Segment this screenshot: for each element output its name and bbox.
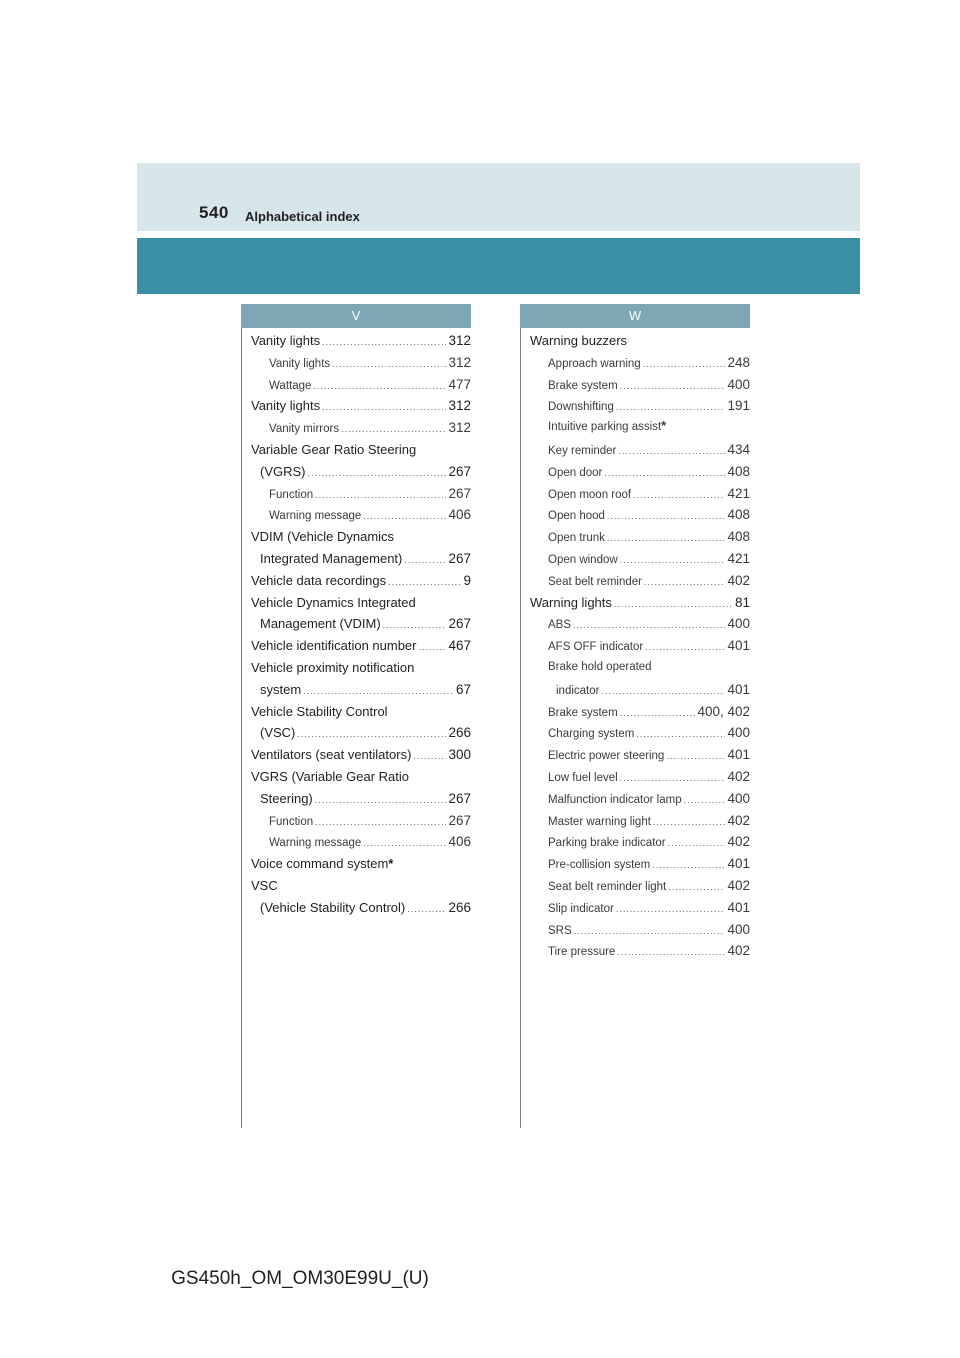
index-entry — [530, 570, 750, 592]
dot-leader — [604, 463, 725, 485]
index-column-v — [241, 304, 471, 919]
index-entry-label: Approach warning — [548, 357, 641, 370]
dot-leader — [573, 615, 725, 637]
page-reference-link[interactable]: 402 — [727, 768, 750, 784]
index-entry-label: Vanity lights — [269, 357, 331, 370]
index-entry-label: Vehicle Dynamics Integrated — [251, 594, 416, 610]
index-entry — [251, 461, 471, 483]
index-entry: Voice command system * — [251, 853, 471, 875]
page-reference-link[interactable]: 9 — [463, 572, 471, 588]
section-title: Alphabetical index — [245, 209, 360, 224]
dot-leader — [614, 594, 733, 616]
index-entry-label: indicator — [556, 684, 600, 697]
index-entry-label: Open door — [548, 466, 603, 479]
index-column-w — [520, 304, 750, 962]
page-reference-link[interactable]: 400 — [727, 790, 750, 806]
dot-leader — [313, 376, 446, 398]
dot-leader — [617, 942, 725, 964]
index-entry-label: (VSC) — [260, 725, 296, 741]
page-reference-link[interactable]: 421 — [727, 485, 750, 501]
index-entry — [530, 635, 750, 657]
page-reference-link[interactable]: 406 — [448, 507, 471, 523]
index-entry — [530, 679, 750, 701]
index-entry-label: Brake system — [548, 706, 618, 719]
page-reference-link[interactable]: 421 — [727, 550, 750, 566]
letter-heading: V — [241, 304, 471, 328]
dot-leader — [668, 877, 725, 899]
index-entry — [530, 395, 750, 417]
index-entry — [251, 679, 471, 701]
page-reference-link[interactable]: 267 — [448, 463, 471, 479]
index-entry-label: Downshifting — [548, 401, 614, 414]
index-entry-label: Open window — [548, 553, 618, 566]
dot-leader — [652, 855, 725, 877]
index-entry-label: Open trunk — [548, 532, 605, 545]
index-entry-label: Seat belt reminder — [548, 575, 642, 588]
index-entry-label: Voice command system — [251, 856, 389, 872]
page-reference-link[interactable]: 312 — [448, 333, 471, 348]
page-reference-link[interactable]: 400 — [727, 616, 750, 632]
dot-leader — [620, 376, 726, 398]
index-entry — [251, 548, 471, 570]
dot-leader — [607, 506, 726, 528]
index-entry — [530, 657, 750, 679]
index-entry-label: VSC — [251, 877, 278, 893]
page-reference-link[interactable]: 312 — [448, 398, 471, 414]
page-reference-link[interactable]: 191 — [727, 398, 750, 414]
page-reference-link[interactable]: 400 — [727, 376, 750, 392]
dot-leader — [315, 790, 447, 812]
index-entry-label: Open hood — [548, 510, 605, 523]
index-entry — [251, 810, 471, 832]
index-entry — [530, 766, 750, 788]
page-reference-link[interactable]: 248 — [727, 354, 750, 370]
index-entry-label: Vehicle Stability Control — [251, 703, 388, 719]
dot-leader — [643, 354, 726, 376]
index-entry — [530, 919, 750, 941]
index-entry-label: Vehicle identification number — [251, 638, 417, 654]
dot-leader — [363, 506, 446, 528]
page-reference-link[interactable]: 401 — [727, 747, 750, 763]
index-entry — [530, 374, 750, 396]
index-entry — [251, 374, 471, 396]
index-entry-label: Intuitive parking assist — [548, 421, 662, 434]
index-entry — [251, 831, 471, 853]
chapter-band — [137, 238, 860, 294]
page-reference-link[interactable]: 266 — [448, 899, 471, 915]
page-reference-link[interactable]: 401 — [727, 899, 750, 915]
dot-leader — [419, 637, 447, 659]
dot-leader — [308, 463, 447, 485]
page-reference-link[interactable]: 402 — [727, 877, 750, 893]
index-entry-label: VDIM (Vehicle Dynamics — [251, 529, 395, 545]
index-entry-label: Brake system — [548, 379, 618, 392]
index-entry-label: Pre-collision system — [548, 859, 651, 872]
index-entry-label: Warning message — [269, 837, 362, 850]
index-entry-label: SRS — [548, 924, 572, 937]
index-entry — [530, 853, 750, 875]
page-reference-link[interactable]: 402 — [727, 943, 750, 959]
dot-leader — [297, 724, 446, 746]
index-entry — [251, 722, 471, 744]
index-entry-label: AFS OFF indicator — [548, 641, 644, 654]
dot-leader — [363, 833, 446, 855]
page-reference-link[interactable]: 67 — [455, 681, 471, 697]
page-reference-link[interactable]: 401 — [727, 681, 750, 697]
page-reference-link[interactable]: 434 — [727, 441, 750, 457]
index-entry — [530, 439, 750, 461]
index-entry — [251, 570, 471, 592]
index-entry-label: Low fuel level — [548, 771, 618, 784]
index-entry — [530, 548, 750, 570]
dot-leader — [413, 746, 446, 768]
index-entry-label: Vehicle proximity notification — [251, 659, 415, 675]
index-entry — [530, 330, 750, 352]
page-reference-link[interactable]: 408 — [727, 463, 750, 479]
dot-leader — [636, 724, 725, 746]
index-entry — [251, 701, 471, 723]
dot-leader — [645, 637, 725, 659]
index-entry-label: Seat belt reminder light — [548, 880, 667, 893]
index-entry-label: Function — [269, 488, 314, 501]
dot-leader — [322, 397, 446, 419]
dot-leader — [644, 572, 726, 594]
index-entry-label: system — [260, 681, 302, 697]
dot-leader — [620, 550, 726, 572]
page-reference-link[interactable]: 312 — [448, 420, 471, 436]
index-entry — [530, 940, 750, 962]
page-reference-link[interactable]: 401 — [727, 856, 750, 872]
index-entry-label: (VGRS) — [260, 463, 306, 479]
index-entry-label: Vehicle data recordings — [251, 572, 387, 588]
dot-leader — [341, 419, 446, 441]
dot-leader — [618, 441, 725, 463]
index-entry-label: Malfunction indicator lamp — [548, 793, 682, 806]
index-entry-label: Tire pressure — [548, 946, 616, 959]
index-entry-label: Parking brake indicator — [548, 837, 666, 850]
index-entry — [251, 875, 471, 897]
index-entry-list — [520, 328, 750, 962]
index-entry-list — [241, 328, 471, 919]
dot-leader — [684, 790, 726, 812]
index-entry-label: Master warning light — [548, 815, 651, 828]
dot-leader — [616, 397, 726, 419]
index-entry-label: Brake hold operated — [548, 660, 652, 673]
index-entry — [530, 701, 750, 723]
page-reference-link[interactable]: 300 — [448, 747, 471, 763]
dot-leader — [616, 899, 726, 921]
page-reference-link[interactable]: 406 — [448, 834, 471, 850]
page-reference-link[interactable]: 267 — [448, 790, 471, 806]
index-entry — [251, 352, 471, 374]
page-reference-link[interactable]: 81 — [734, 594, 750, 610]
page-reference-link[interactable]: 400, 402 — [697, 703, 750, 719]
page-reference-link[interactable]: 267 — [448, 616, 471, 632]
index-entry — [530, 788, 750, 810]
index-entry-label: (Vehicle Stability Control) — [260, 899, 406, 915]
index-entry-label: Ventilators (seat ventilators) — [251, 747, 412, 763]
page-reference-link[interactable]: 266 — [448, 725, 471, 741]
index-entry-label: Vanity lights — [251, 333, 321, 348]
index-entry-label: Slip indicator — [548, 902, 614, 915]
index-entry — [251, 744, 471, 766]
page-number: 540 — [199, 203, 229, 222]
page-reference-link[interactable]: 267 — [448, 550, 471, 566]
dot-leader — [383, 615, 447, 637]
index-entry — [251, 504, 471, 526]
page-reference-link[interactable]: 408 — [727, 529, 750, 545]
dot-leader — [601, 681, 725, 703]
index-entry-label: Integrated Management) — [260, 550, 403, 566]
dot-leader — [633, 485, 725, 507]
index-entry — [251, 526, 471, 548]
page-reference-link[interactable]: 467 — [448, 638, 471, 654]
index-entry-label: VGRS (Variable Gear Ratio — [251, 768, 409, 784]
page-reference-link[interactable]: 477 — [448, 376, 471, 392]
index-entry-label: Charging system — [548, 728, 635, 741]
letter-heading: W — [520, 304, 750, 328]
index-entry — [530, 504, 750, 526]
index-entry-label: Warning lights — [530, 594, 612, 610]
index-entry-label: Warning buzzers — [530, 333, 628, 348]
index-entry — [530, 352, 750, 374]
index-entry — [530, 831, 750, 853]
index-entry — [251, 592, 471, 614]
index-entry — [251, 439, 471, 461]
index-entry-label: Function — [269, 815, 314, 828]
index-entry — [530, 613, 750, 635]
page-reference-link[interactable]: 408 — [727, 507, 750, 523]
index-entry — [530, 483, 750, 505]
index-entry — [251, 657, 471, 679]
dot-leader — [574, 921, 726, 943]
index-entry-label: Vanity mirrors — [269, 423, 340, 436]
index-entry-label: Warning message — [269, 510, 362, 523]
index-entry — [251, 613, 471, 635]
dot-leader — [668, 833, 726, 855]
index-entry — [251, 788, 471, 810]
dot-leader — [315, 485, 446, 507]
index-entry — [530, 461, 750, 483]
dot-leader — [332, 354, 446, 376]
index-entry-label: Steering) — [260, 790, 313, 806]
dot-leader — [620, 703, 696, 725]
dot-leader — [653, 812, 726, 834]
page-reference-link[interactable]: 400 — [727, 921, 750, 937]
dot-leader — [620, 768, 726, 790]
dot-leader — [322, 332, 446, 354]
index-entry — [530, 875, 750, 897]
dot-leader — [407, 899, 446, 921]
page-reference-link[interactable]: 267 — [448, 485, 471, 501]
page-reference-link[interactable]: 267 — [448, 812, 471, 828]
page-reference-link[interactable]: 401 — [727, 638, 750, 654]
dot-leader — [303, 681, 454, 703]
index-entry — [530, 592, 750, 614]
document-code: GS450h_OM_OM30E99U_(U) — [171, 1268, 429, 1289]
dot-leader — [404, 550, 446, 572]
index-entry — [530, 744, 750, 766]
page-reference-link[interactable]: 400 — [727, 725, 750, 741]
index-entry-label: ABS — [548, 619, 572, 632]
index-entry — [251, 635, 471, 657]
index-entry-label: Vanity lights — [251, 398, 321, 414]
dot-leader — [315, 812, 446, 834]
dot-leader — [388, 572, 461, 594]
index-entry-label: Electric power steering — [548, 750, 665, 763]
page-reference-link[interactable]: 402 — [727, 834, 750, 850]
index-entry — [251, 417, 471, 439]
index-entry-label: Management (VDIM) — [260, 616, 381, 632]
index-entry — [251, 897, 471, 919]
index-entry — [530, 526, 750, 548]
index-entry — [530, 722, 750, 744]
index-entry — [530, 810, 750, 832]
page-reference-link[interactable]: 312 — [448, 354, 471, 370]
index-entry — [251, 483, 471, 505]
index-entry — [530, 897, 750, 919]
dot-leader — [666, 746, 725, 768]
index-entry-label: Key reminder — [548, 444, 617, 457]
page-reference-link[interactable]: 402 — [727, 812, 750, 828]
index-entry — [251, 766, 471, 788]
index-entry — [251, 395, 471, 417]
index-entry: Intuitive parking assist * — [530, 417, 750, 439]
index-entry-label: Wattage — [269, 379, 312, 392]
dot-leader — [607, 528, 726, 550]
index-entry — [251, 330, 471, 352]
page-reference-link[interactable]: 402 — [727, 572, 750, 588]
index-entry-label: Open moon roof — [548, 488, 632, 501]
index-entry-label: Variable Gear Ratio Steering — [251, 441, 417, 457]
